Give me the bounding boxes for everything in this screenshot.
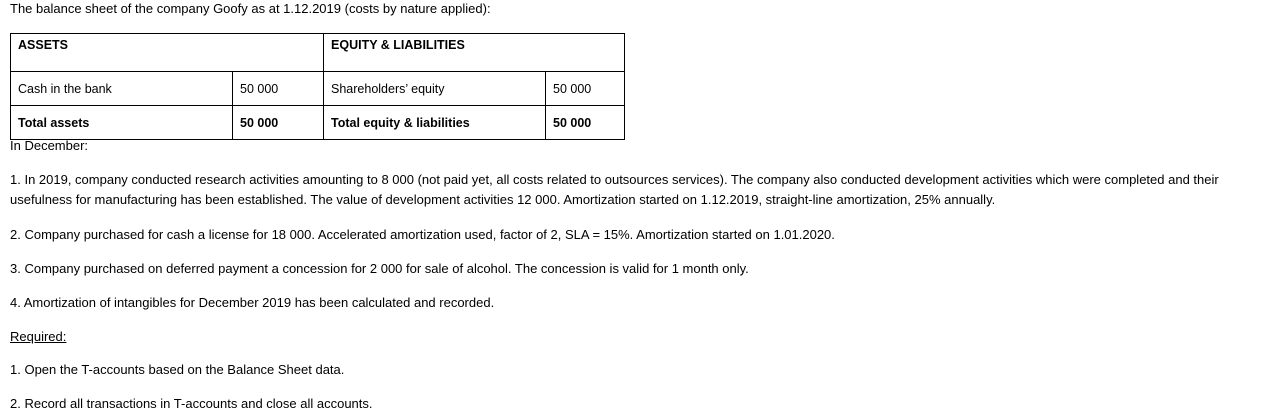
required-item-2: 2. Record all transactions in T-accounts and close all accounts. (10, 396, 373, 411)
asset-value: 50 000 (233, 72, 324, 106)
required-label: Required: (10, 329, 67, 344)
total-row (11, 106, 625, 140)
assets-header: ASSETS (11, 34, 324, 72)
total-equity-liabilities-value: 50 000 (546, 106, 625, 140)
table-row (11, 72, 625, 106)
liability-value: 50 000 (546, 72, 625, 106)
balance-sheet-header-row (11, 34, 625, 72)
asset-label: Cash in the bank (11, 72, 233, 106)
equity-liabilities-header: EQUITY & LIABILITIES (324, 34, 625, 72)
total-assets-value: 50 000 (233, 106, 324, 140)
balance-sheet-table (10, 33, 625, 140)
total-equity-liabilities-label: Total equity & liabilities (324, 106, 546, 140)
item-1: 1. In 2019, company conducted research activities amounting to 8 000 (not paid yet, all costs related to outsources services). The company also conducted development activities which were completed and their usefulness for manufacturing has been established. The value of development activities 12 000. Amortization started on 1.12.2019, straight-line amortization, 25% annually. (10, 172, 1219, 207)
item-3: 3. Company purchased on deferred payment a concession for 2 000 for sale of alcohol. The concession is valid for 1 month only. (10, 261, 749, 276)
december-label: In December: (10, 138, 89, 153)
intro-text: The balance sheet of the company Goofy as at 1.12.2019 (costs by nature applied): (10, 1, 491, 16)
total-assets-label: Total assets (11, 106, 233, 140)
item-4: 4. Amortization of intangibles for December 2019 has been calculated and recorded. (10, 295, 495, 310)
required-item-1: 1. Open the T-accounts based on the Balance Sheet data. (10, 362, 345, 377)
item-2: 2. Company purchased for cash a license for 18 000. Accelerated amortization used, factor of 2, SLA = 15%. Amortization started on 1.01.2020. (10, 227, 835, 242)
liability-label: Shareholders’ equity (324, 72, 546, 106)
